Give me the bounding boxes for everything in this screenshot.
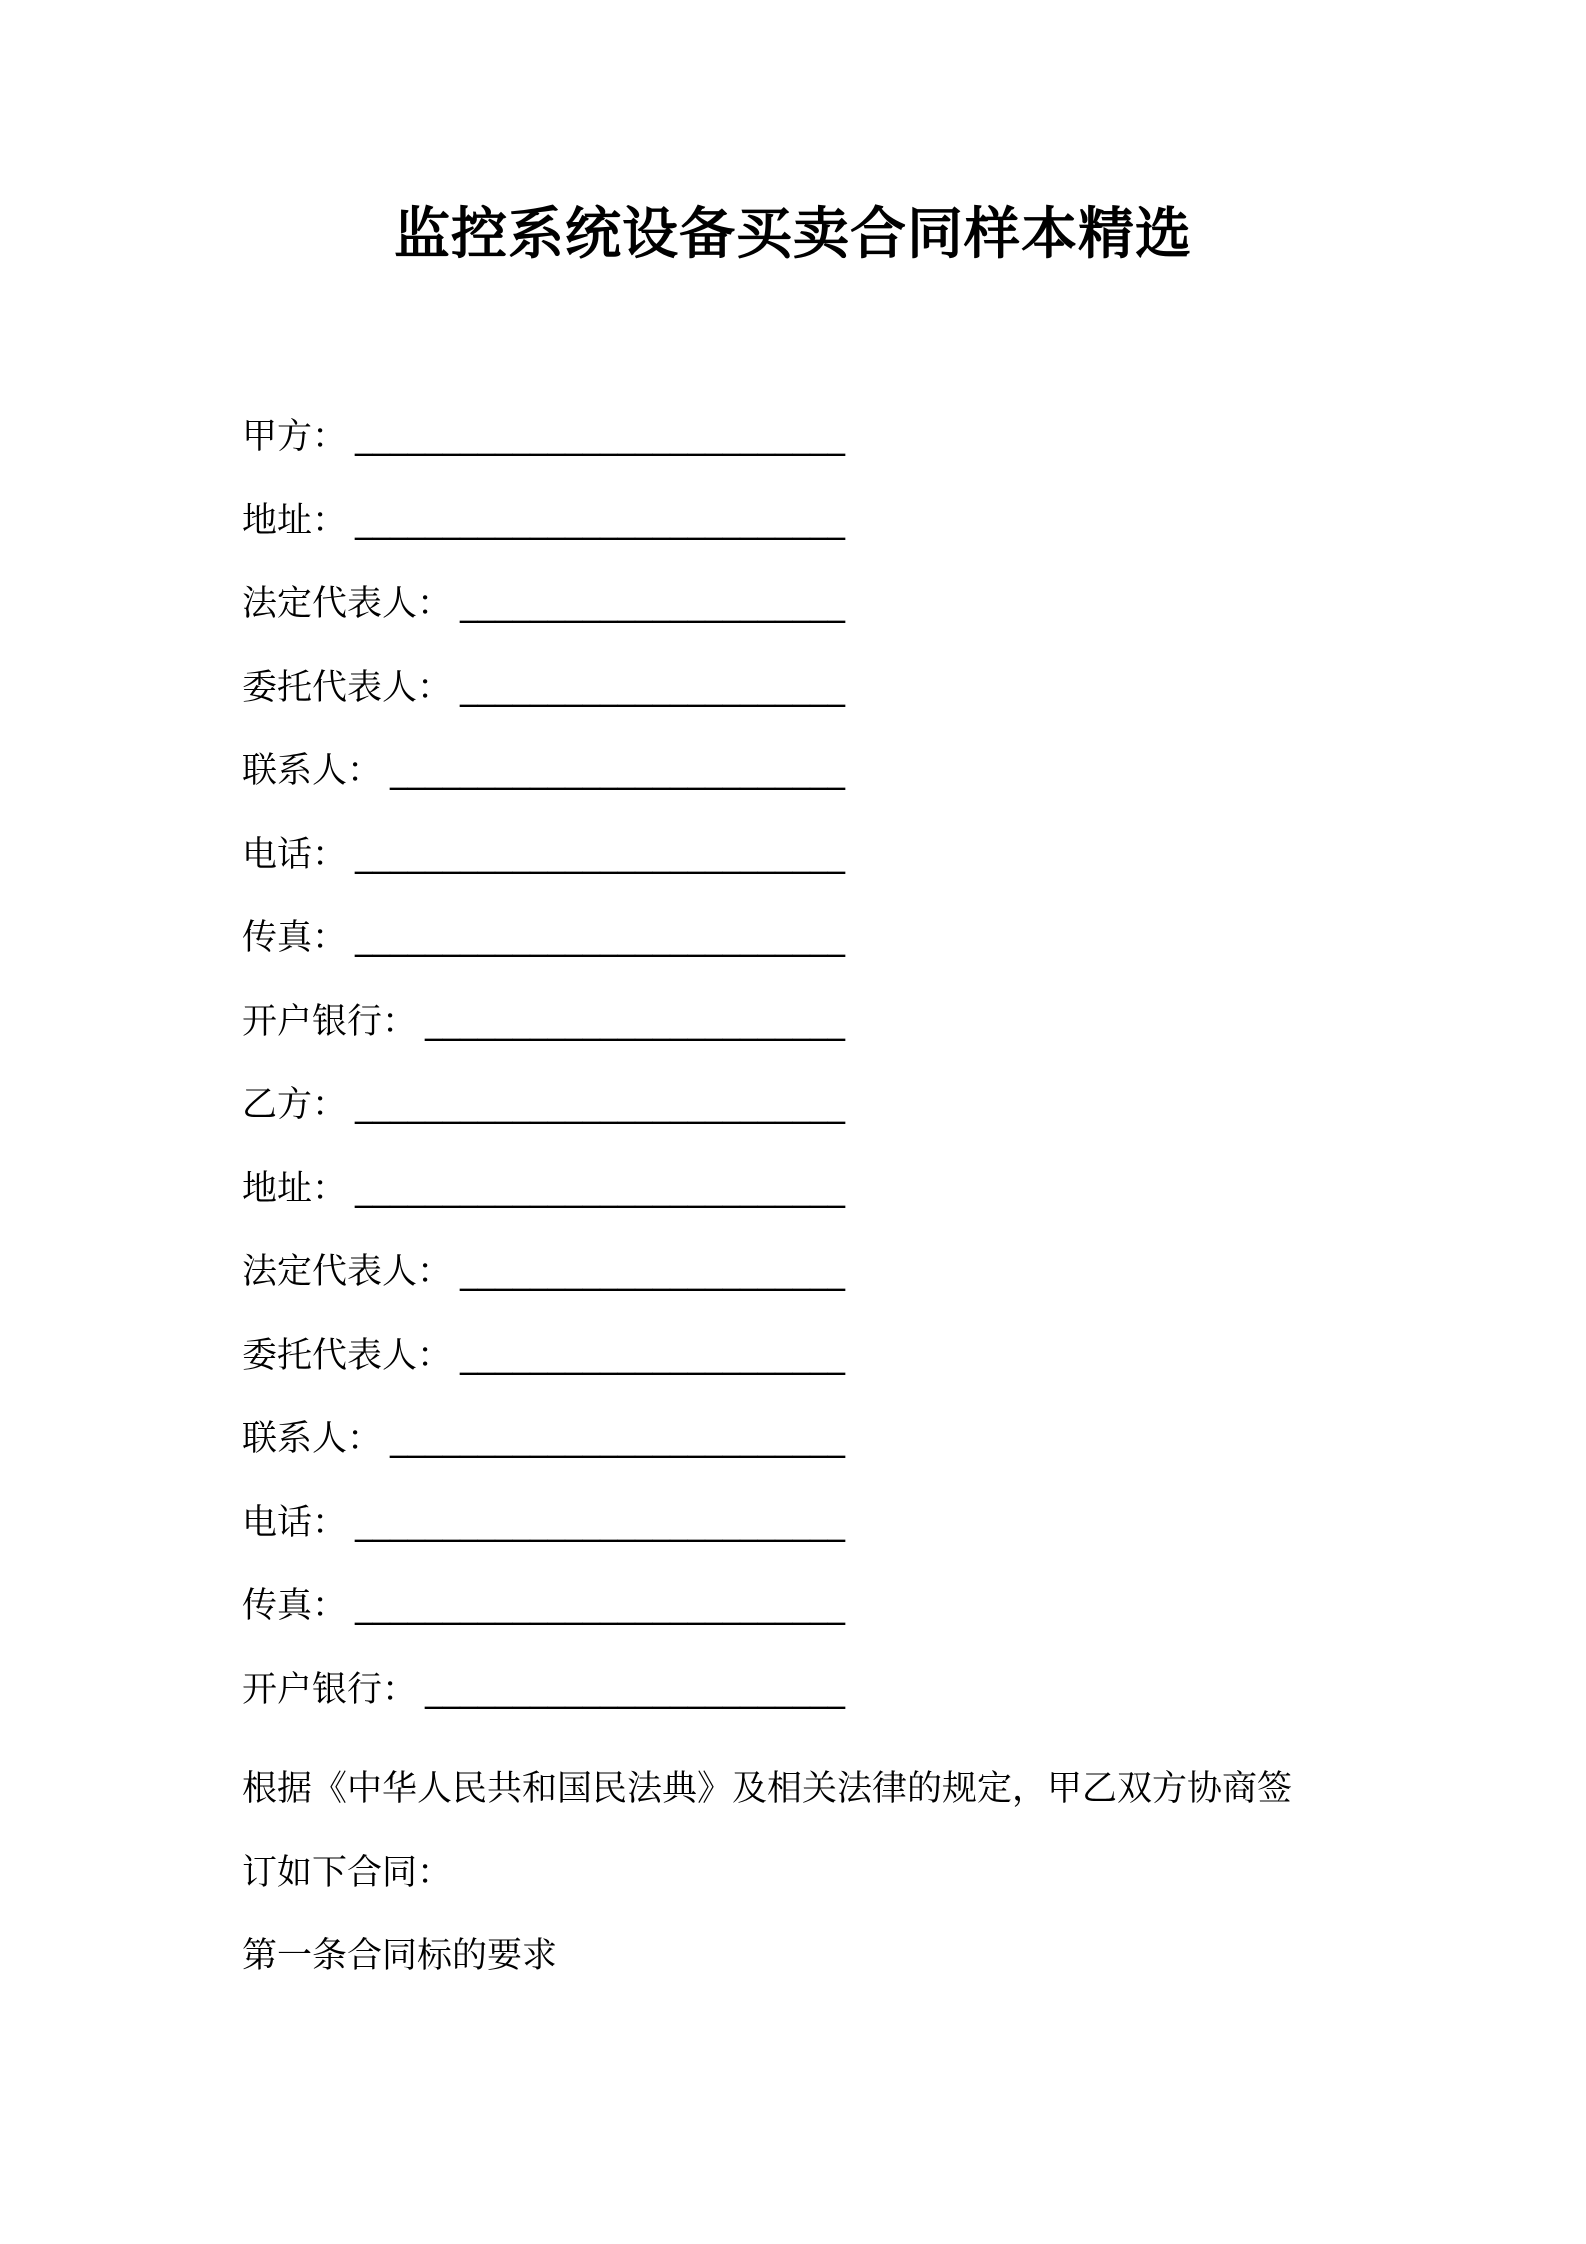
party-b-phone-field: [242, 1498, 845, 1582]
blank-line[interactable]: ______________________: [460, 667, 846, 708]
party-b-fax-field: [242, 1581, 845, 1665]
blank-line[interactable]: ____________________________: [355, 1586, 846, 1626]
blank-line[interactable]: ____________________________: [355, 834, 846, 875]
document-title: 监控系统设备买卖合同样本精选: [394, 202, 1192, 267]
party-a-legal-rep-field: [242, 579, 845, 663]
blank-line[interactable]: ______________________: [460, 584, 846, 624]
section-1-heading: 第一条合同标的要求: [242, 1936, 558, 1976]
blank-line[interactable]: ______________________: [460, 1335, 846, 1376]
blank-line[interactable]: ____________________________: [355, 1085, 846, 1125]
intro-line-1: 根据《中华人民共和国民法典》及相关法律的规定，甲乙双方协商签: [242, 1769, 1293, 1809]
blank-line[interactable]: ______________________: [460, 1252, 846, 1292]
field-label: 传真：: [242, 1586, 348, 1626]
party-a-agent-field: [242, 663, 845, 747]
field-label: 联系人：: [242, 1419, 383, 1459]
blank-line[interactable]: __________________________: [390, 1419, 846, 1459]
field-label: 地址：: [242, 1168, 348, 1209]
party-a-address-field: [242, 496, 845, 580]
blank-line[interactable]: ____________________________: [355, 500, 846, 541]
blank-line[interactable]: ________________________: [425, 1001, 846, 1042]
field-label: 开户银行：: [242, 1001, 418, 1042]
field-label: 电话：: [242, 834, 348, 875]
intro-line-2: 订如下合同：: [242, 1852, 453, 1893]
party-b-agent-field: [242, 1331, 845, 1415]
party-b-legal-rep-field: [242, 1247, 845, 1331]
blank-line[interactable]: ________________________: [425, 1669, 846, 1710]
blank-line[interactable]: ____________________________: [355, 918, 846, 958]
field-label: 委托代表人：: [242, 667, 453, 708]
field-label: 甲方：: [242, 417, 348, 457]
party-b-contact-field: [242, 1414, 845, 1498]
field-label: 法定代表人：: [242, 1252, 453, 1292]
field-label: 传真：: [242, 918, 348, 958]
blank-line[interactable]: ____________________________: [355, 1168, 846, 1209]
party-b-bank-field: [242, 1665, 845, 1749]
field-label: 委托代表人：: [242, 1335, 453, 1376]
party-a-contact-field: [242, 746, 845, 830]
party-a-name-field: [242, 412, 845, 496]
blank-line[interactable]: ____________________________: [355, 417, 846, 457]
party-a-phone-field: [242, 830, 845, 914]
field-label: 法定代表人：: [242, 584, 453, 624]
blank-line[interactable]: ____________________________: [355, 1502, 846, 1543]
party-a-fax-field: [242, 913, 845, 997]
party-fields: [242, 412, 845, 1748]
blank-line[interactable]: __________________________: [390, 751, 846, 791]
party-a-bank-field: [242, 997, 845, 1081]
field-label: 乙方：: [242, 1085, 348, 1125]
field-label: 电话：: [242, 1502, 348, 1543]
field-label: 地址：: [242, 500, 348, 541]
intro-paragraph: [242, 1748, 1362, 1915]
party-b-name-field: [242, 1080, 845, 1164]
party-b-address-field: [242, 1164, 845, 1248]
field-label: 开户银行：: [242, 1669, 418, 1710]
field-label: 联系人：: [242, 751, 383, 791]
